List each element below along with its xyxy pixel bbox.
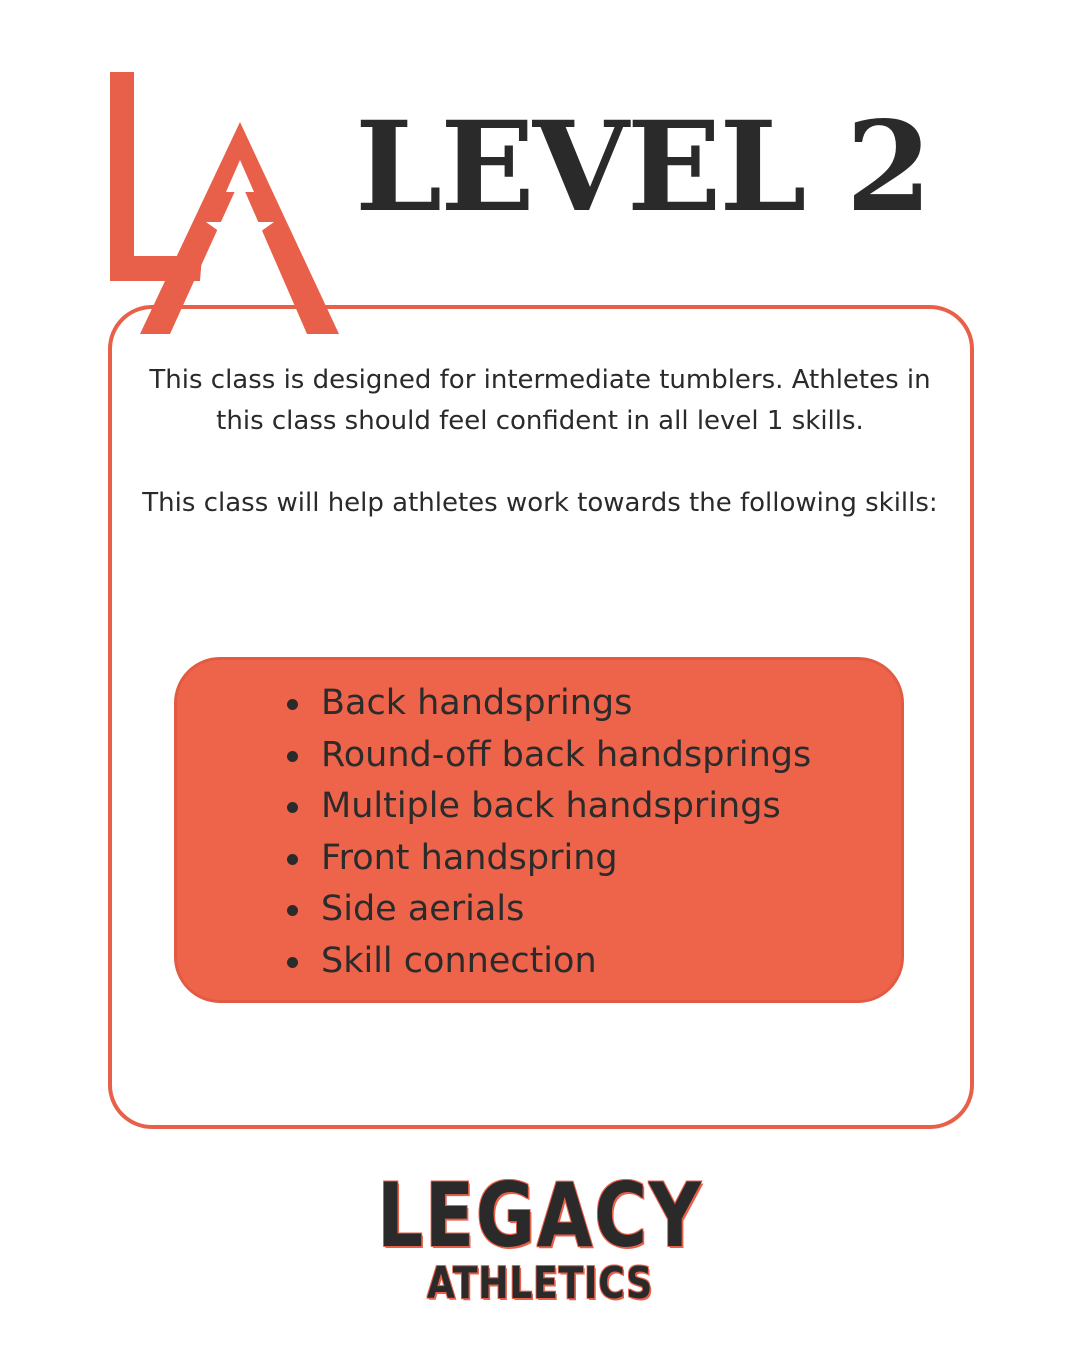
list-item: [283, 833, 811, 885]
skill-label: Side aerials: [321, 889, 525, 929]
intro-paragraph-2: This class will help athletes work towards the following skills:: [142, 488, 938, 518]
bullet-icon: [287, 802, 298, 813]
skill-label: Round-off back handsprings: [321, 734, 812, 775]
skill-label: Multiple back handsprings: [321, 786, 781, 826]
bullet-icon: [287, 957, 298, 968]
list-item: [283, 678, 811, 730]
la-star-logo-icon: [104, 70, 344, 338]
intro-text: [140, 360, 940, 524]
bullet-icon: [287, 751, 298, 762]
intro-paragraph-1: This class is designed for intermediate tumblers. Athletes in this class should feel confident in all level 1 skills.: [149, 365, 931, 436]
list-item: [283, 781, 811, 833]
brand-wordmark: [340, 1164, 740, 1309]
bullet-icon: [287, 699, 298, 710]
list-item: [283, 730, 811, 782]
bullet-icon: [287, 905, 298, 916]
skill-label: Skill connection: [321, 940, 597, 981]
bullet-icon: [287, 854, 298, 865]
page-title: LEVEL 2: [355, 95, 931, 240]
skill-label: Front handspring: [321, 837, 618, 878]
skill-label: Back handsprings: [321, 683, 633, 723]
skills-list: [283, 678, 811, 987]
list-item: [283, 884, 811, 936]
brand-line-1: LEGACY: [377, 1164, 703, 1267]
brand-line-2: ATHLETICS: [426, 1258, 654, 1309]
skills-panel: [174, 657, 904, 1003]
list-item: [283, 936, 811, 988]
